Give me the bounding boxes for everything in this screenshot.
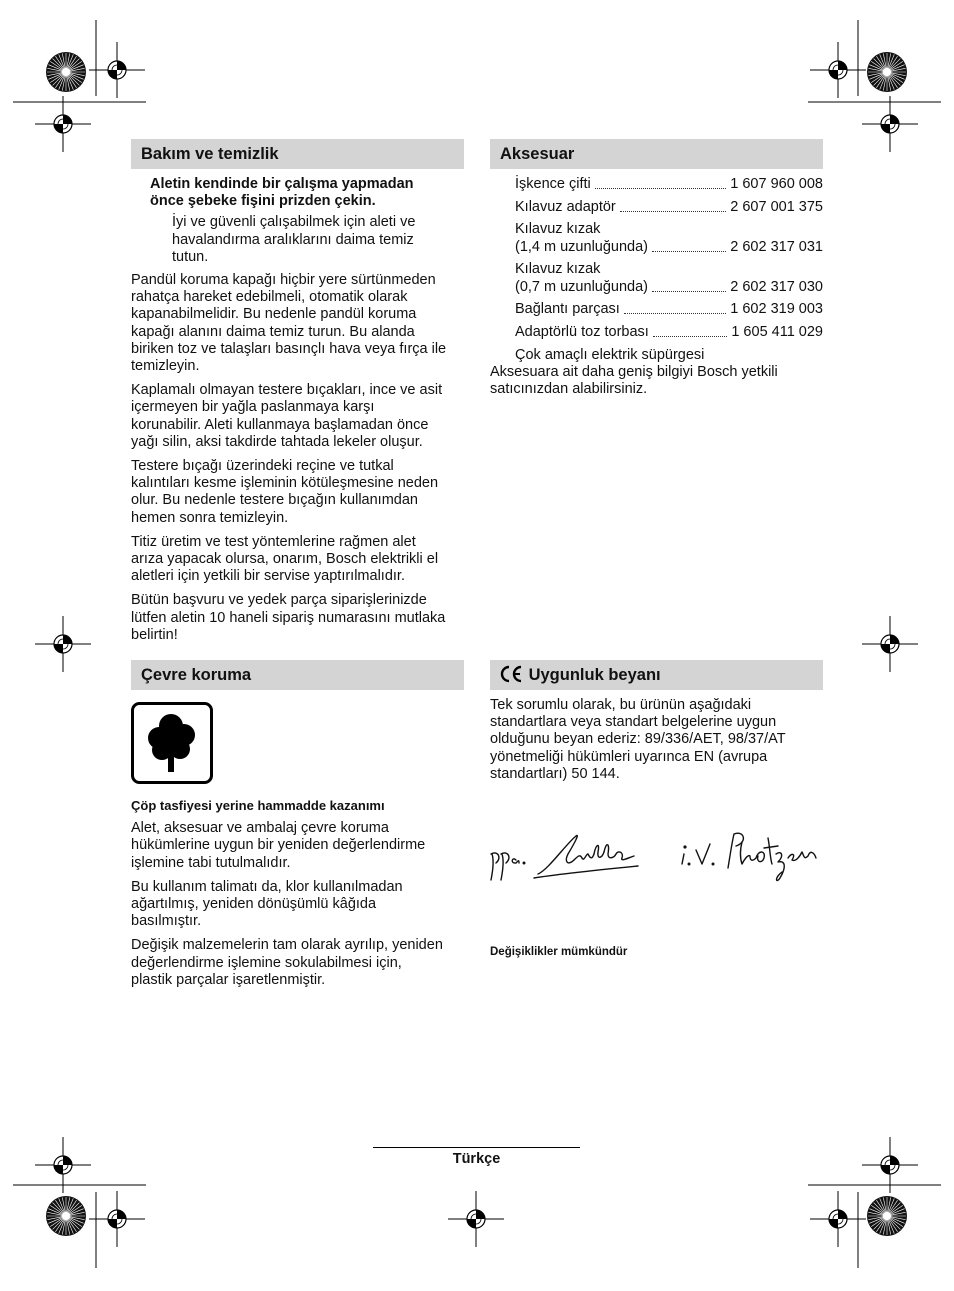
tip-line: İyi ve güvenli çalışabilmek için aleti ve: [172, 214, 416, 231]
line: rahatça hareket edebilmeli, otomatik olarak: [131, 289, 408, 306]
line: kapağı alanını daima temiz turun. Bu alanda: [131, 323, 415, 340]
line: olur. Bu nedenle testere bıçağın kullanımdan: [131, 492, 418, 509]
accessory-number: 2 602 317 030: [730, 278, 823, 295]
accessory-name-line1: Kılavuz kızak: [515, 221, 601, 238]
accessory-name: İşkence çifti: [515, 176, 591, 192]
dot-leader: [624, 313, 726, 314]
unplug-warning: [131, 176, 471, 210]
footer-language: Türkçe: [452, 1151, 501, 1167]
line: standartları) 50 144.: [490, 765, 620, 782]
accessory-name: Bağlantı parçası: [515, 301, 620, 318]
line: korunabilir. Aleti kullanmaya başlamadan önce: [131, 416, 429, 433]
accessory-name: Adaptörlü toz torbası: [515, 323, 649, 340]
line: değerlendirme işlemine sokulabilmesi için,: [131, 954, 402, 971]
conformity-heading-bar: [490, 660, 823, 690]
warning-line: önce şebeke fişini prizden çekin.: [150, 193, 376, 210]
cleaning-tip: [131, 214, 471, 266]
accessory-row: [515, 279, 823, 296]
note-line: Aksesuara ait daha geniş bilgiyi Bosch yetkili: [490, 364, 778, 380]
line: lütfen aletin 10 haneli sipariş numarasını mutlaka: [131, 609, 446, 626]
accessory-number: 2 602 317 031: [730, 238, 823, 255]
conformity-heading: Uygunluk beyanı: [528, 666, 661, 684]
line: ağartılmış, yeniden dönüşümlü kâğıda: [131, 896, 377, 913]
conformity-statement: [490, 697, 830, 783]
line: Bütün başvuru ve yedek parça siparişlerinizde: [131, 592, 427, 609]
resin-paragraph: [131, 458, 471, 527]
warning-line: Aletin kendinde bir çalışma yapmadan: [150, 176, 414, 192]
line: Değişik malzemelerin tam olarak ayrılıp, yeniden: [131, 937, 443, 954]
accessory-name-line1: Kılavuz kızak: [515, 261, 601, 278]
line: kapanabilmelidir. Bu nedenle pandül koruma: [131, 306, 417, 323]
recycling-subheading: Çöp tasfiyesi yerine hammadde kazanımı: [131, 798, 385, 813]
line: Tek sorumlu olarak, bu ürünün aşağıdaki: [490, 697, 752, 713]
line: belirtin!: [131, 626, 178, 643]
guard-paragraph: [131, 272, 471, 375]
maintenance-heading: Bakım ve temizlik: [131, 139, 464, 169]
accessory-row: [515, 301, 823, 318]
line: basılmıştır.: [131, 913, 202, 930]
line: Alet, aksesuar ve ambalaj çevre koruma: [131, 820, 389, 837]
changes-note: Değişiklikler mümkündür: [490, 946, 628, 958]
accessory-row: [515, 324, 823, 341]
line: kalıntıları kesme işleminin kötüleşmesine neden: [131, 475, 439, 492]
accessory-row: [515, 199, 823, 216]
repair-paragraph: [131, 534, 471, 586]
line: biriken toz ve talaşları basınçlı hava veya fırça ile: [131, 340, 447, 357]
plastic-paragraph: [131, 937, 471, 989]
accessory-name: Kılavuz adaptör: [515, 198, 616, 215]
line: olduğunu beyan ederiz: 89/336/AET, 98/37/AT: [490, 731, 786, 748]
accessory-name: (1,4 m uzunluğunda): [515, 238, 648, 255]
environment-section: [131, 797, 471, 996]
order-paragraph: [131, 592, 471, 644]
line: Pandül koruma kapağı hiçbir yere sürtünmeden: [131, 272, 436, 289]
accessory-row: [515, 176, 823, 193]
line: hükümlerine uygun bir yeniden değerlendirme: [131, 837, 426, 854]
accessories-heading: Aksesuar: [490, 139, 823, 169]
line: Titiz üretim ve test yöntemlerine rağmen alet: [131, 533, 416, 550]
tip-line: tutun.: [172, 248, 209, 265]
accessory-row: [515, 239, 823, 256]
dot-leader: [652, 251, 726, 252]
accessory-vacuum: Çok amaçlı elektrik süpürgesi: [515, 346, 705, 363]
dot-leader: [595, 188, 727, 189]
line: içermeyen bir yağla paslanmaya karşı: [131, 399, 375, 416]
line: arıza yapacak olursa, onarım, Bosch elektrikli el: [131, 551, 439, 568]
ce-mark-icon: [498, 664, 524, 684]
dot-leader: [652, 291, 726, 292]
recycling-paragraph: [131, 820, 471, 872]
line: hemen sonra temizleyin.: [131, 509, 289, 526]
accessories-list: [515, 176, 823, 364]
note-line: satıcınızdan alabilirsiniz.: [490, 381, 648, 398]
line: plastik parçalar işaretlenmiştir.: [131, 971, 326, 988]
line: Testere bıçağı üzerindeki reçine ve tutkal: [131, 458, 394, 475]
accessory-number: 2 607 001 375: [730, 198, 823, 215]
line: Bu kullanım talimatı da, klor kullanılmadan: [131, 878, 403, 895]
signature-schulte: [488, 830, 648, 885]
accessory-name: (0,7 m uzunluğunda): [515, 278, 648, 295]
dot-leader: [620, 211, 727, 212]
accessories-note: [490, 364, 830, 398]
line: standartlara veya standart belgelerine uygun: [490, 714, 777, 731]
maintenance-section: [131, 176, 471, 651]
accessory-number: 1 607 960 008: [730, 176, 823, 192]
line: işlemine tabi tutulmalıdır.: [131, 854, 291, 871]
line: aletleri için yetkili bir servise yaptırılmalıdır.: [131, 568, 405, 585]
line: yağı silin, aksi takdirde tahtada lekeler oluşur.: [131, 433, 423, 450]
dot-leader: [653, 336, 728, 337]
line: temizleyin.: [131, 358, 200, 375]
footer-rule: [373, 1147, 580, 1148]
signature-protzen: [678, 828, 823, 886]
paper-paragraph: [131, 879, 471, 931]
accessory-number: 1 605 411 029: [731, 323, 823, 340]
line: Kaplamalı olmayan testere bıçakları, ince ve asit: [131, 382, 443, 399]
tree-recycling-icon: [131, 702, 213, 784]
environment-heading: Çevre koruma: [131, 660, 464, 690]
tip-line: havalandırma aralıklarını daima temiz: [172, 231, 414, 248]
line: yönetmeliği hükümleri uyarınca EN (avrupa: [490, 748, 768, 765]
blade-oil-paragraph: [131, 382, 471, 451]
accessory-number: 1 602 319 003: [730, 301, 823, 318]
